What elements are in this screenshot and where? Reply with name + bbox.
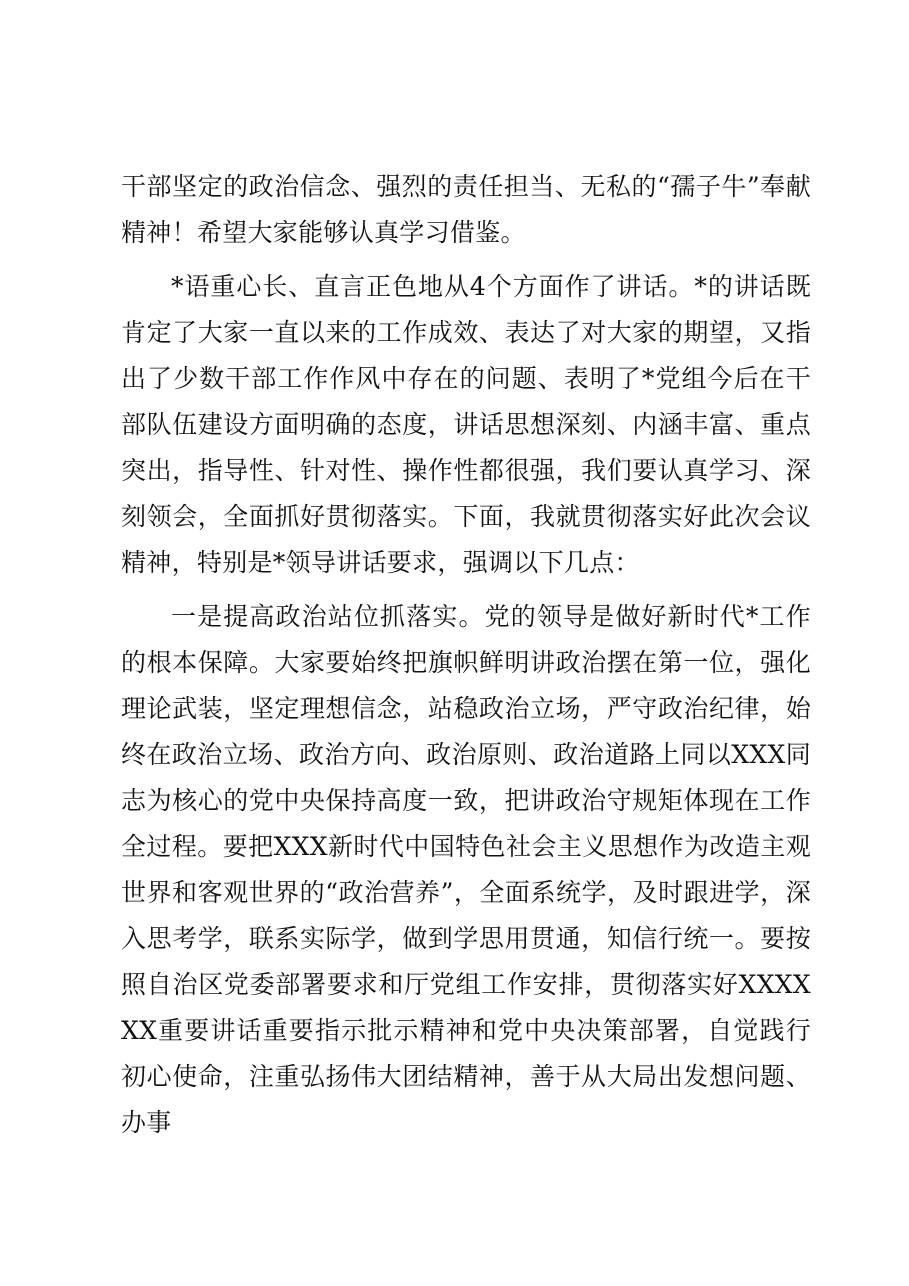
paragraph-2: *语重心长、直言正色地从4个方面作了讲话。*的讲话既肯定了大家一直以来的工作成效、表达了对大家的期望，又指出了少数干部工作作风中存在的问题、表明了*党组今后在干部队伍建设方面明确的态度，讲话思想深刻、内涵丰富、重点突出，指导性、针对性、操作性都很强，我们要认真学习、深刻领会，全面抓好贯彻落实。下面，我就贯彻落实好此次会议精神，特别是*领导讲话要求，强调以下几点： [121, 272, 811, 577]
paragraph-1: 干部坚定的政治信念、强烈的责任担当、无私的“孺子牛”奉献精神！希望大家能够认真学习借鉴。 [121, 172, 811, 247]
paragraph-3: 一是提高政治站位抓落实。党的领导是做好新时代*工作的根本保障。大家要始终把旗帜鲜明讲政治摆在第一位，强化理论武装，坚定理想信念，站稳政治立场，严守政治纪律，始终在政治立场、政治方向、政治原则、政治道路上同以XXX同志为核心的党中央保持高度一致，把讲政治守规矩体现在工作全过程。要把XXX新时代中国特色社会主义思想作为改造主观世界和客观世界的“政治营养”，全面系统学，及时跟进学，深入思考学，联系实际学，做到学思用贯通，知信行统一。要按照自治区党委部署要求和厅党组工作安排，贯彻落实好XXXXXX重要讲话重要指示批示精神和党中央决策部署，自觉践行初心使命，注重弘扬伟大团结精神，善于从大局出发想问题、办事 [121, 602, 811, 1137]
document-body [121, 164, 811, 1146]
